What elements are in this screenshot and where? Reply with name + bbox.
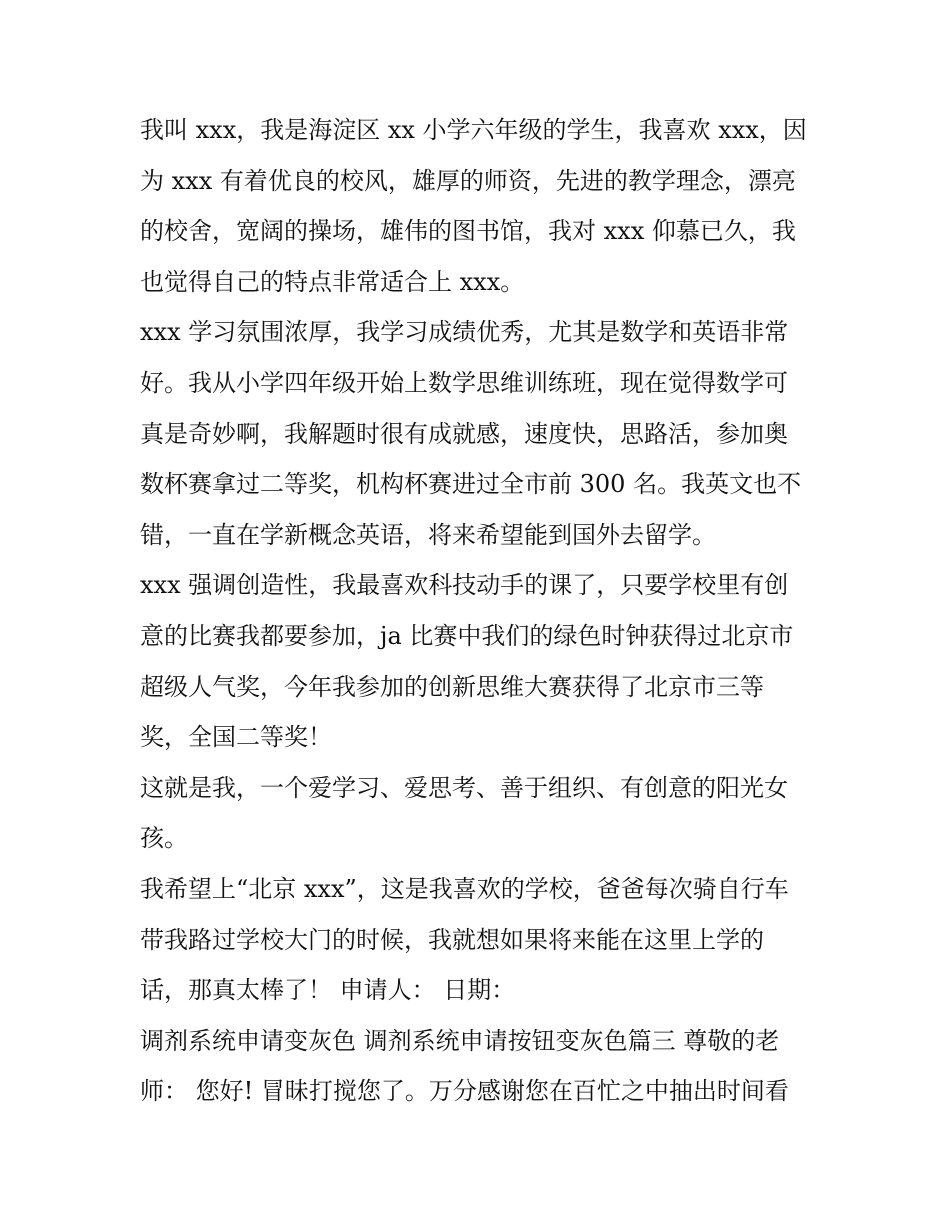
text-line: 调剂系统申请变灰色 调剂系统申请按钮变灰色篇三 尊敬的老 (140, 1026, 780, 1055)
text-line: 也觉得自己的特点非常适合上 xxx。 (140, 267, 525, 296)
text-line: 话，那真太棒了！ 申请人： 日期： (140, 976, 516, 1005)
text-line: xxx 强调创造性，我最喜欢科技动手的课了，只要学校里有创 (140, 571, 789, 600)
text-line: 这就是我，一个爱学习、爱思考、善于组织、有创意的阳光女 (140, 773, 788, 802)
text-line: 师： 您好! 冒昧打搅您了。万分感谢您在百忙之中抽出时间看 (140, 1077, 789, 1106)
text-line: 真是奇妙啊，我解题时很有成就感，速度快，思路活，参加奥 (140, 419, 788, 448)
document-body (140, 105, 820, 1117)
text-line: 带我路过学校大门的时候，我就想如果将来能在这里上学的 (140, 925, 764, 954)
text-line: 奖，全国二等奖！ (140, 723, 332, 752)
text-line: xxx 学习氛围浓厚，我学习成绩优秀，尤其是数学和英语非常 (140, 318, 789, 347)
text-line: 意的比赛我都要参加，ja 比赛中我们的绿色时钟获得过北京市 (140, 621, 794, 650)
text-line: 数杯赛拿过二等奖，机构杯赛进过全市前 300 名。我英文也不 (140, 470, 802, 499)
text-line: 为 xxx 有着优良的校风，雄厚的师资，先进的教学理念，漂亮 (140, 166, 796, 195)
text-line: 超级人气奖，今年我参加的创新思维大赛获得了北京市三等 (140, 672, 764, 701)
text-line: 我叫 xxx，我是海淀区 xx 小学六年级的学生，我喜欢 xxx，因 (140, 116, 807, 144)
text-line: 孩。 (140, 824, 188, 853)
text-line: 我希望上“北京 xxx”，这是我喜欢的学校，爸爸每次骑自行车 (140, 874, 789, 903)
text-line: 的校舍，宽阔的操场，雄伟的图书馆，我对 xxx 仰慕已久，我 (140, 217, 796, 246)
text-line: 好。我从小学四年级开始上数学思维训练班，现在觉得数学可 (140, 368, 788, 397)
text-line: 错，一直在学新概念英语，将来希望能到国外去留学。 (140, 520, 716, 549)
